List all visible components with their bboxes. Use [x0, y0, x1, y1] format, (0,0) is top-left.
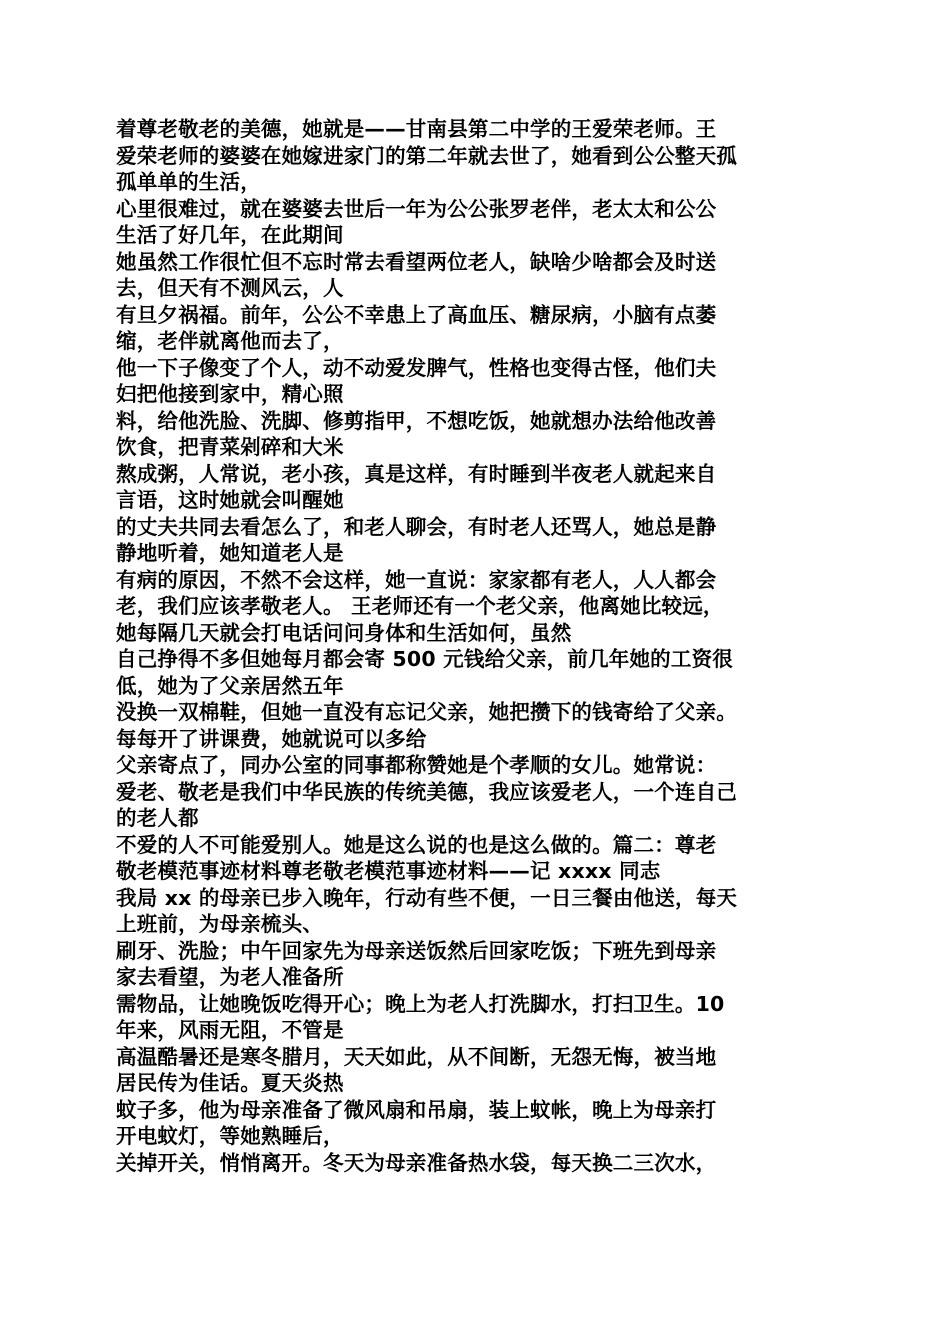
text-line: 我局 xx 的母亲已步入晚年，行动有些不便，一日三餐由他送，每天 — [116, 885, 738, 910]
text-line: 蚊子多，他为母亲准备了微风扇和吊扇，装上蚊帐，晚上为母亲打 — [116, 1097, 717, 1122]
text-line: 料，给他洗脸、洗脚、修剪指甲，不想吃饭，她就想办法给他改善 — [116, 408, 717, 433]
text-line: 父亲寄点了，同办公室的同事都称赞她是个孝顺的女儿。她常说： — [116, 753, 717, 777]
text-line: 有病的原因，不然不会这样，她一直说：家家都有老人，人人都会 — [116, 567, 717, 592]
text-line: 刷牙、洗脸；中午回家先为母亲送饭然后回家吃饭；下班先到母亲 — [116, 938, 717, 963]
document-page — [116, 116, 836, 1176]
text-line: 爱老、敬老是我们中华民族的传统美德，我应该爱老人，一个连自己 — [116, 779, 737, 804]
text-line: 不爱的人不可能爱别人。她是这么说的也是这么做的。篇二：尊老 — [116, 832, 717, 857]
text-line: 家去看望，为老人准备所 — [116, 965, 344, 989]
text-line: 的老人都 — [116, 806, 199, 830]
text-line: 高温酷暑还是寒冬腊月，天天如此，从不间断，无怨无悔，被当地 — [116, 1044, 717, 1069]
text-line: 每每开了讲课费，她就说可以多给 — [116, 726, 427, 751]
text-line: 熬成粥，人常说，老小孩，真是这样，有时睡到半夜老人就起来自 — [116, 461, 717, 486]
text-line: 有旦夕祸福。前年，公公不幸患上了高血压、糖尿病，小脑有点萎 — [116, 302, 717, 327]
text-line: 关掉开关，悄悄离开。冬天为母亲准备热水袋，每天换二三次水， — [116, 1150, 717, 1175]
text-line: 去，但天有不测风云，人 — [116, 276, 344, 300]
text-line: 他一下子像变了个人，动不动爱发脾气，性格也变得古怪，他们夫 — [116, 355, 717, 380]
text-line: 她每隔几天就会打电话问问身体和生活如何，虽然 — [116, 620, 572, 645]
text-line: 妇把他接到家中，精心照 — [116, 382, 344, 406]
text-line: 生活了好几年，在此期间 — [116, 223, 344, 247]
text-line: 敬老模范事迹材料尊老敬老模范事迹材料——记 xxxx 同志 — [116, 859, 661, 883]
text-line: 年来，风雨无阻，不管是 — [116, 1018, 344, 1042]
text-line: 没换一双棉鞋，但她一直没有忘记父亲，她把攒下的钱寄给了父亲。 — [116, 700, 737, 724]
text-line: 饮食，把青菜剁碎和大米 — [116, 435, 344, 459]
text-line: 爱荣老师的婆婆在她嫁进家门的第二年就去世了，她看到公公整天孤 — [116, 143, 737, 168]
text-line: 居民传为佳话。夏天炎热 — [116, 1071, 344, 1095]
text-line: 开电蚊灯，等她熟睡后， — [116, 1124, 344, 1148]
text-line: 老，我们应该孝敬老人。 王老师还有一个老父亲，他离她比较远， — [116, 594, 724, 618]
text-line: 的丈夫共同去看怎么了，和老人聊会，有时老人还骂人，她总是静 — [116, 514, 717, 539]
text-line: 她虽然工作很忙但不忘时常去看望两位老人，缺啥少啥都会及时送 — [116, 249, 717, 274]
text-line: 缩，老伴就离他而去了， — [116, 329, 344, 353]
text-line: 孤单单的生活， — [116, 170, 261, 194]
text-line: 心里很难过，就在婆婆去世后一年为公公张罗老伴，老太太和公公 — [116, 196, 717, 221]
text-line: 静地听着，她知道老人是 — [116, 541, 344, 565]
text-line: 着尊老敬老的美德，她就是——甘南县第二中学的王爱荣老师。王 — [116, 117, 717, 141]
text-line: 言语，这时她就会叫醒她 — [116, 488, 344, 512]
text-line: 需物品，让她晚饭吃得开心；晚上为老人打洗脚水，打扫卫生。10 — [116, 991, 725, 1016]
text-line: 低，她为了父亲居然五年 — [116, 673, 344, 698]
text-line: 上班前，为母亲梳头、 — [116, 912, 323, 936]
text-line: 自己挣得不多但她每月都会寄 500 元钱给父亲，前几年她的工资很 — [116, 647, 733, 671]
